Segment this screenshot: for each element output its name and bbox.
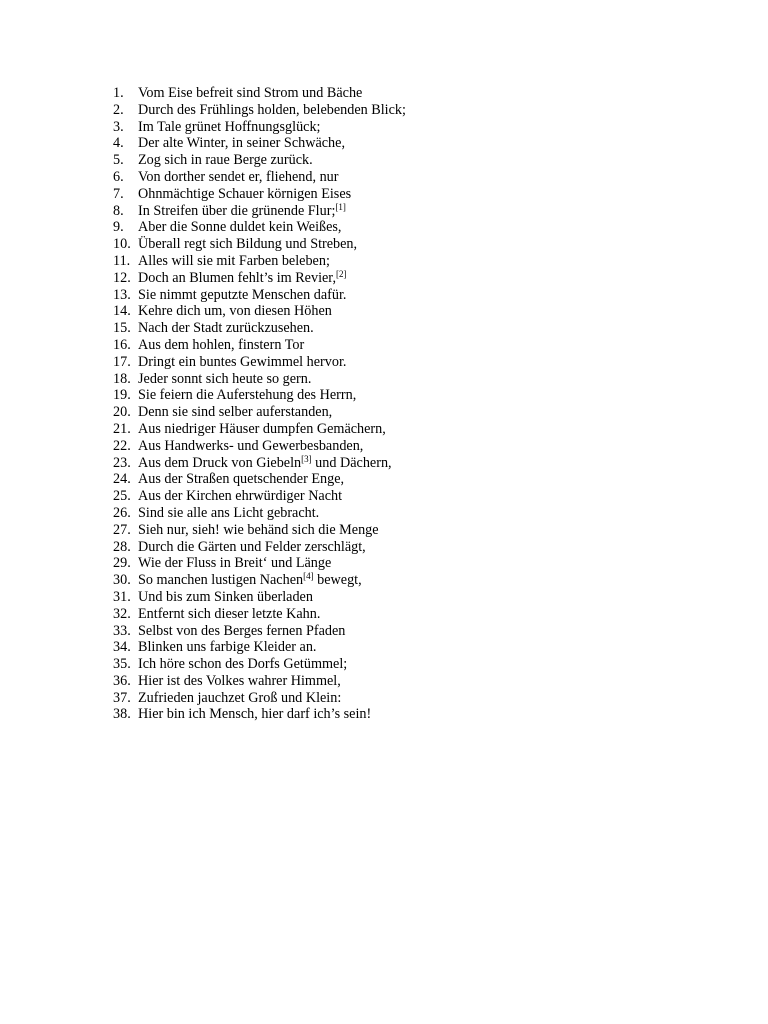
poem-line: [113, 690, 713, 707]
poem-line: [113, 152, 713, 169]
line-number: 11.: [113, 252, 131, 269]
line-text-main: So manchen lustigen Nachen: [138, 572, 304, 589]
line-text: [138, 572, 713, 589]
line-text-after-footnote: und Dächern,: [311, 454, 392, 471]
line-text-main: Der alte Winter, in seiner Schwäche,: [138, 135, 345, 152]
line-number: 35.: [113, 656, 131, 673]
poem-line: [113, 287, 713, 304]
line-number: 37.: [113, 689, 131, 706]
line-number: 13.: [113, 286, 131, 303]
line-number: 31.: [113, 588, 131, 605]
line-text: [138, 287, 713, 304]
line-text: [138, 555, 713, 572]
poem-line: [113, 387, 713, 404]
line-text-main: Aber die Sonne duldet kein Weißes,: [138, 219, 342, 236]
line-number: 9.: [113, 219, 124, 236]
line-number: 30.: [113, 572, 131, 589]
poem-line: [113, 639, 713, 656]
line-text-main: Aus dem hohlen, finstern Tor: [138, 336, 305, 353]
line-number: 36.: [113, 672, 131, 689]
line-text-main: Aus der Straßen quetschender Enge,: [138, 471, 345, 488]
line-text: [138, 471, 713, 488]
line-text-main: In Streifen über die grünende Flur;: [138, 202, 336, 219]
poem-line: [113, 555, 713, 572]
line-text-main: Überall regt sich Bildung und Streben,: [138, 236, 358, 253]
line-number: 18.: [113, 370, 131, 387]
line-number: 12.: [113, 269, 131, 286]
line-number: 20.: [113, 404, 131, 421]
poem-line: [113, 354, 713, 371]
line-number: 29.: [113, 555, 131, 572]
line-text: [138, 539, 713, 556]
footnote-marker[interactable]: [3]: [301, 453, 312, 464]
line-text-main: Entfernt sich dieser letzte Kahn.: [138, 605, 321, 622]
line-text: [138, 303, 713, 320]
line-text: [138, 236, 713, 253]
line-number: 26.: [113, 504, 131, 521]
line-text-main: Und bis zum Sinken überladen: [138, 588, 313, 605]
line-text: [138, 387, 713, 404]
line-text-main: Blinken uns farbige Kleider an.: [138, 639, 317, 656]
poem-line: [113, 186, 713, 203]
line-number: 25.: [113, 488, 131, 505]
line-text-main: Durch des Frühlings holden, belebenden Blick;: [138, 101, 406, 118]
line-text-main: Ohnmächtige Schauer körnigen Eises: [138, 185, 352, 202]
line-text: [138, 623, 713, 640]
line-text-main: Zufrieden jauchzet Groß und Klein:: [138, 689, 342, 706]
line-text: [138, 203, 713, 220]
line-number: 24.: [113, 471, 131, 488]
line-text: [138, 656, 713, 673]
line-text-main: Von dorther sendet er, fliehend, nur: [138, 168, 339, 185]
poem-line: [113, 606, 713, 623]
poem-line: [113, 706, 713, 723]
poem-line: [113, 404, 713, 421]
line-number: 4.: [113, 135, 124, 152]
poem-line: [113, 169, 713, 186]
line-text: [138, 253, 713, 270]
poem-line: [113, 85, 713, 102]
line-text-main: Aus Handwerks- und Gewerbesbanden,: [138, 437, 364, 454]
line-text: [138, 371, 713, 388]
line-text-main: Sind sie alle ans Licht gebracht.: [138, 504, 320, 521]
poem-line: [113, 270, 713, 287]
line-text-main: Sieh nur, sieh! wie behänd sich die Menge: [138, 521, 379, 538]
line-text-main: Jeder sonnt sich heute so gern.: [138, 370, 312, 387]
footnote-marker[interactable]: [1]: [335, 201, 346, 212]
line-text-main: Hier ist des Volkes wahrer Himmel,: [138, 672, 341, 689]
line-text-main: Aus der Kirchen ehrwürdiger Nacht: [138, 488, 343, 505]
line-text-main: Durch die Gärten und Felder zerschlägt,: [138, 538, 366, 555]
footnote-marker[interactable]: [4]: [303, 571, 314, 582]
line-number: 10.: [113, 236, 131, 253]
poem-line: [113, 522, 713, 539]
line-text: [138, 119, 713, 136]
line-number: 19.: [113, 387, 131, 404]
poem-line: [113, 572, 713, 589]
poem-line: [113, 119, 713, 136]
poem-line: [113, 337, 713, 354]
line-number: 3.: [113, 118, 124, 135]
line-text-main: Ich höre schon des Dorfs Getümmel;: [138, 656, 348, 673]
line-number: 22.: [113, 437, 131, 454]
line-number: 32.: [113, 605, 131, 622]
poem-line: [113, 253, 713, 270]
poem-line: [113, 623, 713, 640]
line-text-main: Vom Eise befreit sind Strom und Bäche: [138, 85, 363, 101]
line-number: 28.: [113, 538, 131, 555]
poem-line: [113, 505, 713, 522]
line-text-after-footnote: bewegt,: [313, 572, 362, 589]
poem-line: [113, 102, 713, 119]
line-text-main: Sie nimmt geputzte Menschen dafür.: [138, 286, 347, 303]
poem-line: [113, 303, 713, 320]
line-text: [138, 102, 713, 119]
poem-line: [113, 203, 713, 220]
line-number: 21.: [113, 420, 131, 437]
poem-line: [113, 589, 713, 606]
line-number: 17.: [113, 353, 131, 370]
poem-line: [113, 471, 713, 488]
poem-line: [113, 488, 713, 505]
poem-line: [113, 421, 713, 438]
line-number: 33.: [113, 622, 131, 639]
line-number: 5.: [113, 152, 124, 169]
line-text: [138, 135, 713, 152]
line-text-main: Sie feiern die Auferstehung des Herrn,: [138, 387, 357, 404]
line-number: 8.: [113, 202, 124, 219]
line-number: 6.: [113, 168, 124, 185]
line-text-main: Kehre dich um, von diesen Höhen: [138, 303, 332, 320]
line-text: [138, 421, 713, 438]
line-number: 15.: [113, 320, 131, 337]
poem-line: [113, 438, 713, 455]
line-text-main: Aus niedriger Häuser dumpfen Gemächern,: [138, 420, 386, 437]
poem-line: [113, 656, 713, 673]
poem-line: [113, 219, 713, 236]
line-number: 27.: [113, 521, 131, 538]
line-text: [138, 404, 713, 421]
line-text-main: Doch an Blumen fehlt’s im Revier,: [138, 269, 337, 286]
line-text-main: Im Tale grünet Hoffnungsglück;: [138, 118, 321, 135]
line-text: [138, 589, 713, 606]
line-number: 14.: [113, 303, 131, 320]
line-text: [138, 85, 713, 102]
line-number: 23.: [113, 454, 131, 471]
line-text: [138, 606, 713, 623]
line-text-main: Wie der Fluss in Breit‘ und Länge: [138, 555, 332, 572]
line-text: [138, 690, 713, 707]
line-number: 7.: [113, 185, 124, 202]
line-text: [138, 169, 713, 186]
line-text: [138, 320, 713, 337]
line-text: [138, 354, 713, 371]
line-text-main: Denn sie sind selber auferstanden,: [138, 404, 333, 421]
poem-line: [113, 673, 713, 690]
line-number: 16.: [113, 336, 131, 353]
poem-line: [113, 371, 713, 388]
poem-line: [113, 539, 713, 556]
line-text: [138, 438, 713, 455]
line-text-main: Zog sich in raue Berge zurück.: [138, 152, 313, 169]
line-text: [138, 186, 713, 203]
line-number: 1.: [113, 85, 124, 101]
line-number: 38.: [113, 706, 131, 723]
poem-line: [113, 455, 713, 472]
line-text: [138, 673, 713, 690]
line-text: [138, 488, 713, 505]
line-text-main: Aus dem Druck von Giebeln: [138, 454, 302, 471]
line-number: 34.: [113, 639, 131, 656]
line-text-main: Nach der Stadt zurückzusehen.: [138, 320, 314, 337]
line-text: [138, 505, 713, 522]
line-text: [138, 522, 713, 539]
line-text-main: Alles will sie mit Farben beleben;: [138, 252, 330, 269]
footnote-marker[interactable]: [2]: [336, 268, 347, 279]
poem-line: [113, 135, 713, 152]
line-text: [138, 639, 713, 656]
line-text: [138, 270, 713, 287]
line-text: [138, 706, 713, 723]
line-number: 2.: [113, 101, 124, 118]
line-text-main: Hier bin ich Mensch, hier darf ich’s sein!: [138, 706, 372, 723]
line-text: [138, 152, 713, 169]
poem-lines: [113, 85, 713, 723]
line-text-main: Dringt ein buntes Gewimmel hervor.: [138, 353, 347, 370]
poem-line: [113, 236, 713, 253]
line-text: [138, 337, 713, 354]
poem-line: [113, 320, 713, 337]
line-text: [138, 455, 713, 472]
line-text: [138, 219, 713, 236]
line-text-main: Selbst von des Berges fernen Pfaden: [138, 622, 346, 639]
